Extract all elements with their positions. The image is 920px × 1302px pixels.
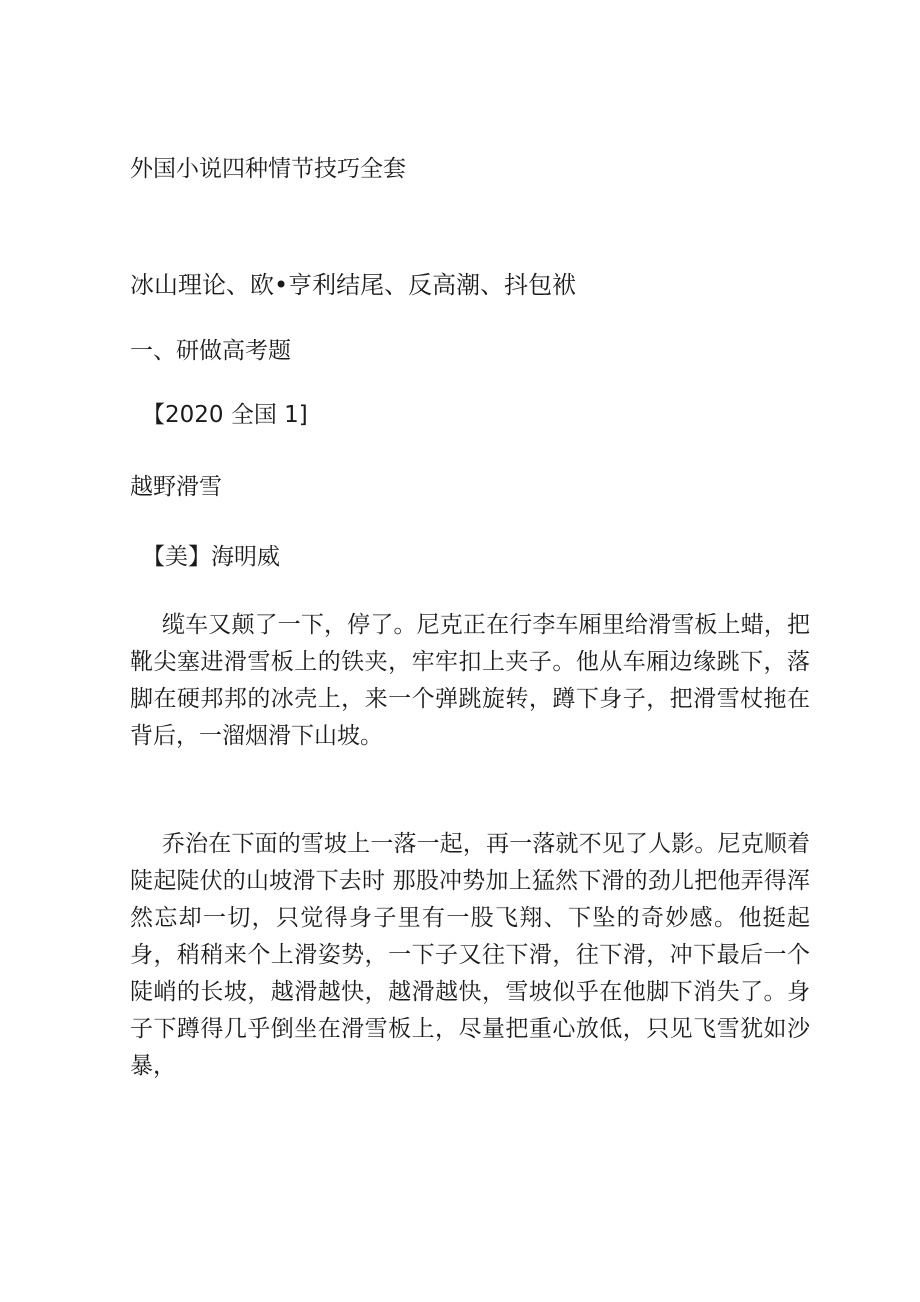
exam-source: 【2020 全国 1] xyxy=(142,402,308,428)
section-heading: 一、研做高考题 xyxy=(130,338,291,364)
story-paragraph: 乔治在下面的雪坡上一落一起，再一落就不见了人影。尼克顺着陡起陡伏的山坡滑下去时 那股冲势加上猛然下滑的劲儿把他弄得浑然忘却一切，只觉得身子里有一股飞翔、下坠的奇妙感。他挺起身，稍稍来个上滑姿势，一下子又往下滑，往下滑，冲下最后一个陡峭的长坡，越滑越快，越滑越快，雪坡似乎在他脚下消失了。身子下蹲得几乎倒坐在滑雪板上，尽量把重心放低，只见飞雪犹如沙暴， xyxy=(130,831,810,1079)
story-paragraph: 缆车又颠了一下，停了。尼克正在行李车厢里给滑雪板上蜡，把靴尖塞进滑雪板上的铁夹，牢牢扣上夹子。他从车厢边缘跳下，落脚在硬邦邦的冰壳上，来一个弹跳旋转，蹲下身子，把滑雪杖拖在背后，一溜烟滑下山坡。 xyxy=(130,612,810,749)
story-title: 越野滑雪 xyxy=(130,474,222,500)
document-subtitle: 冰山理论、欧•亨利结尾、反高潮、抖包袱 xyxy=(130,271,577,299)
story-author: 【美】海明威 xyxy=(142,544,280,570)
document-title: 外国小说四种情节技巧全套 xyxy=(130,156,406,182)
